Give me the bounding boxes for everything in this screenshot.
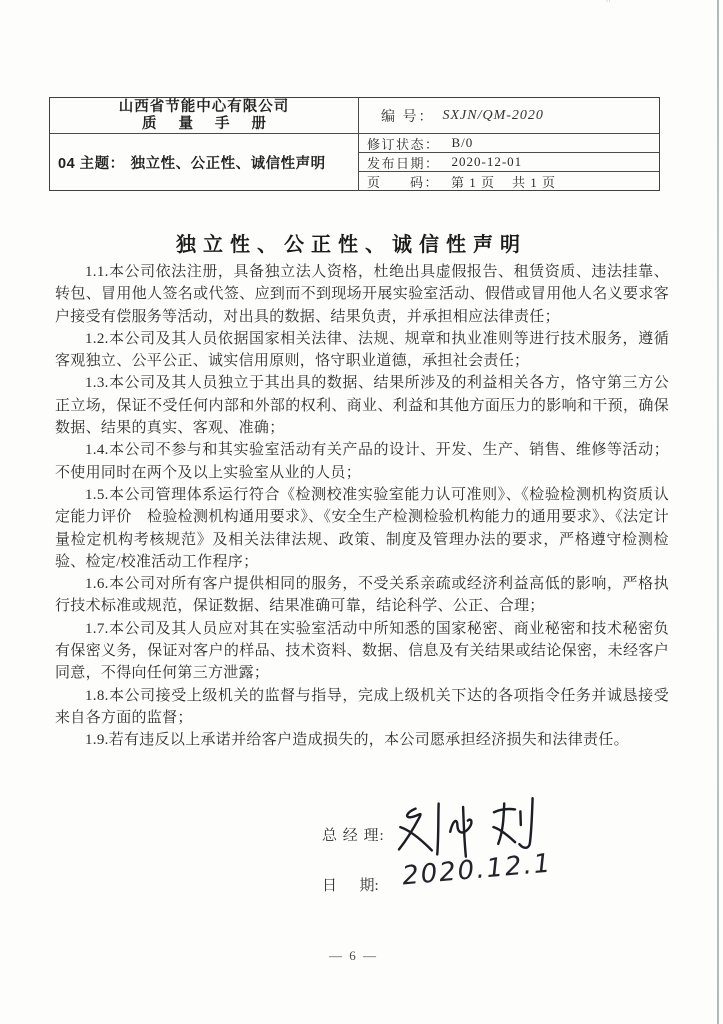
issue-date-value: 2020-12-01 — [451, 154, 523, 169]
declaration-paragraph: 1.3.本公司及其人员独立于其出具的数据、结果所涉及的利益相关各方，恪守第三方公正立场，保证不受任何内部和外部的权利、商业、利益和其他方面压力的影响和干预，确保数据、结果的真实、客观、准确； — [55, 375, 669, 437]
header-cell-revision — [359, 134, 659, 153]
page-number-label: 页 码： — [367, 175, 440, 190]
issue-date-label: 发布日期： — [367, 155, 440, 171]
header-cell-subject — [50, 134, 359, 191]
page-number-value: 第 1 页 共 1 页 — [451, 175, 557, 190]
subject-value: 独立性、公正性、诚信性声明 — [130, 156, 326, 172]
declaration-paragraph: 1.4.本公司不参与和其实验室活动有关产品的设计、开发、生产、销售、维修等活动；不使用同时在两个及以上实验室从业的人员； — [55, 442, 669, 481]
company-name: 山西省节能中心有限公司 — [118, 98, 290, 115]
declaration-paragraph: 1.7.本公司及其人员应对其在实验室活动中所知悉的国家秘密、商业秘密和技术秘密负有保密义务，保证对客户的样品、技术资料、数据、信息及有关结果或结论保密，未经客户同意，不得向任何第三方泄露； — [55, 620, 669, 682]
footer-page-number: — 6 — — [329, 948, 378, 963]
scan-page-edge-shadow — [717, 0, 719, 1024]
scan-noise-mark: '' — [606, 0, 611, 8]
revision-label: 修订状态： — [367, 136, 440, 152]
declaration-body — [55, 261, 669, 752]
header-cell-doc-number — [359, 98, 659, 134]
declaration-paragraph: 1.8.本公司接受上级机关的监督与指导，完成上级机关下达的各项指令任务并诚恳接受来自各方面的监督； — [55, 687, 669, 726]
handwritten-date: 2020.12.1 — [400, 848, 554, 892]
declaration-paragraph: 1.9.若有违反以上承诺并给客户造成损失的，本公司愿承担经济损失和法律责任。 — [85, 732, 629, 749]
header-cell-company — [50, 98, 359, 134]
doc-number-value: SXJN/QM-2020 — [442, 107, 544, 123]
general-manager-label: 总 经 理: — [322, 828, 385, 844]
subject-label: 04 主题： — [58, 156, 125, 172]
page-title: 独立性、公正性、诚信性声明 — [176, 234, 527, 256]
manual-title: 质 量 手 册 — [141, 115, 276, 132]
declaration-paragraph: 1.1.本公司依法注册，具备独立法人资格，杜绝出具虚假报告、租赁资质、违法挂靠、转包、冒用他人签名或代签、应到而不到现场开展实验室活动、假借或冒用他人名义要求客户接受有偿服务等活动，对出具的数据、结果负责，并承担相应法律责任； — [55, 264, 669, 325]
date-label: 日 期: — [322, 878, 379, 894]
header-table — [49, 97, 660, 191]
doc-number-label: 编 号： — [381, 109, 435, 125]
declaration-paragraph: 1.5.本公司管理体系运行符合《检测校准实验室能力认可准则》、《检验检测机构资质认定能力评价 检验检测机构通用要求》、《安全生产检测检验机构能力的通用要求》、《法定计量检定机构考核规范》及相关法律法规、政策、制度及管理办法的要求，严格遵守检测检验、检定/校准活动工作程序； — [55, 486, 669, 570]
header-cell-issue-date — [359, 153, 659, 172]
header-cell-page-number — [359, 172, 659, 191]
revision-value: B/0 — [451, 135, 474, 150]
declaration-paragraph: 1.6.本公司对所有客户提供相同的服务，不受关系亲疏或经济利益高低的影响，严格执行技术标准或规范，保证数据、结果准确可靠，结论科学、公正、合理； — [55, 576, 669, 615]
declaration-paragraph: 1.2.本公司及其人员依据国家相关法律、法规、规章和执业准则等进行技术服务，遵循客观独立、公平公正、诚实信用原则，恪守职业道德，承担社会责任； — [55, 330, 669, 370]
